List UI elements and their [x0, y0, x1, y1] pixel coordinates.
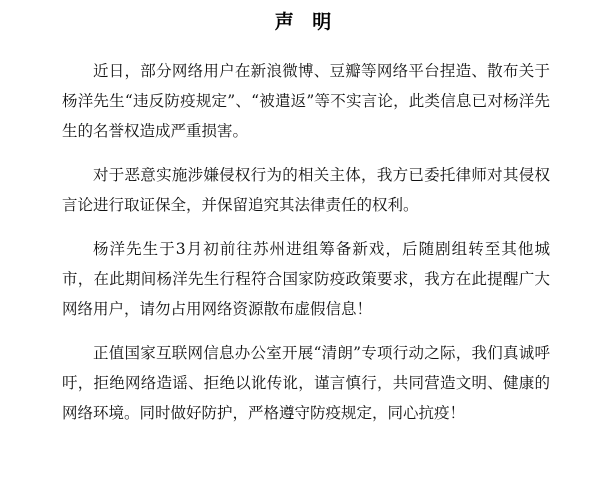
paragraph-legal-action: 对于恶意实施涉嫌侵权行为的相关主体，我方已委托律师对其侵权言论进行取证保全，并保留追究其法律责任的权利。 [62, 166, 550, 214]
paragraph-itinerary: 杨洋先生于3月初前往苏州进组筹备新戏，后随剧组转至其他城市，在此期间杨洋先生行程符合国家防疫政策要求，我方在此提醒广大网络用户，请勿占用网络资源散布虚假信息！ [62, 240, 550, 318]
paragraph-rumor-notice: 近日，部分网络用户在新浪微博、豆瓣等网络平台捏造、散布关于杨洋先生“违反防疫规定”、“被遣返”等不实言论，此类信息已对杨洋先生的名誉权造成严重损害。 [62, 62, 550, 140]
paragraph-appeal: 正值国家互联网信息办公室开展“清朗”专项行动之际，我们真诚呼吁，拒绝网络造谣、拒绝以讹传讹，谨言慎行，共同营造文明、健康的网络环境。同时做好防护，严格遵守防疫规定，同心抗疫！ [62, 344, 550, 422]
document-title: 声 明 [274, 11, 338, 33]
